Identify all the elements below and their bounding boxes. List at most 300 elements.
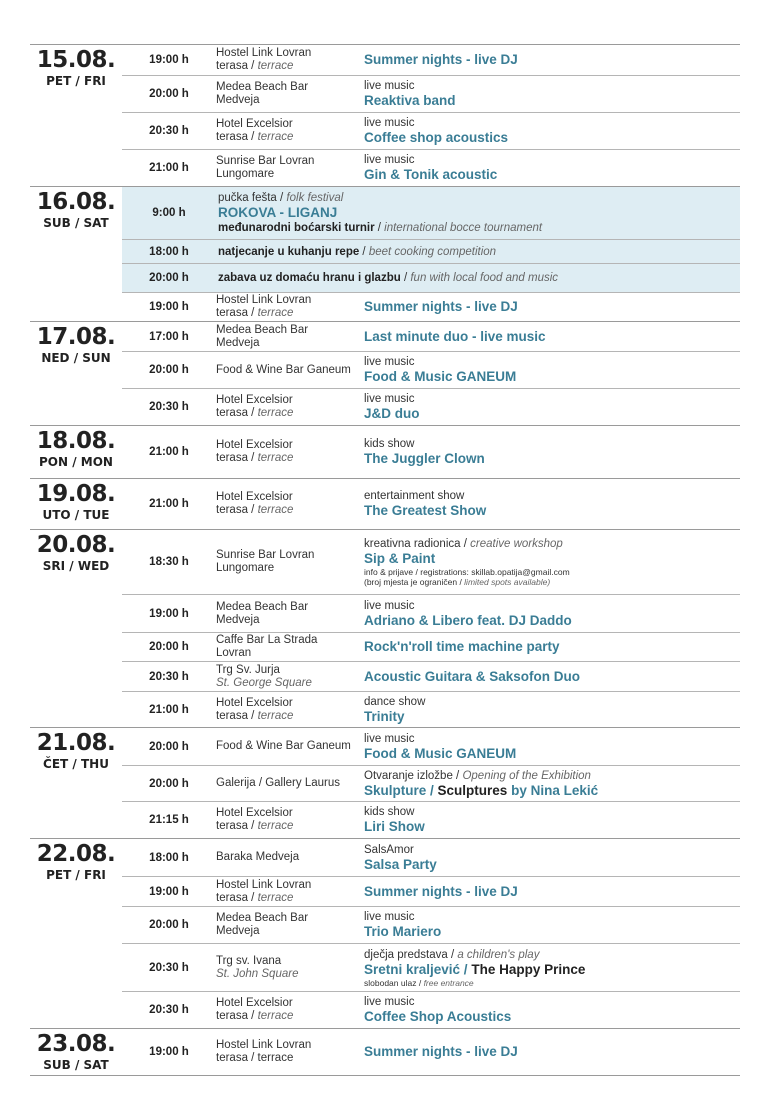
venue-location-en: terrace: [257, 820, 294, 832]
event-details: [364, 52, 740, 68]
event-title: [364, 503, 740, 519]
venue-location: [216, 94, 364, 107]
day-events: [122, 728, 740, 838]
title-main: Trinity: [364, 708, 405, 724]
event-title: [364, 451, 740, 467]
event-title: [364, 52, 740, 68]
title-main: Summer nights - live DJ: [364, 883, 518, 899]
day-name: PET / FRI: [46, 868, 106, 882]
event-time: 20:00 h: [149, 88, 189, 100]
venue-location: terasa / terrace: [216, 820, 294, 832]
venue-location: terasa / terrace: [216, 891, 294, 904]
subtitle-en: international bocce tournament: [384, 222, 543, 234]
title-main: Trio Mariero: [364, 924, 442, 939]
venue-location-hr: terasa: [216, 307, 248, 319]
category-hr: live music: [364, 356, 415, 368]
category-hr: Otvaranje izložbe: [364, 769, 453, 782]
event-time: 20:30 h: [149, 961, 189, 974]
note-hr: slobodan ulaz: [364, 977, 417, 988]
event-time: 20:30 h: [149, 670, 189, 683]
category-en: creative workshop: [470, 538, 563, 550]
event-title: [364, 130, 740, 146]
event-details: [364, 843, 740, 873]
event-venue: [216, 777, 364, 790]
day-events: [122, 1029, 740, 1075]
title-main: Gin & Tonik acoustic: [364, 167, 498, 182]
venue-name: Hotel Excelsior: [216, 439, 293, 451]
event-row: [122, 45, 740, 75]
event-venue: [216, 634, 364, 660]
day-date-cell: [30, 839, 122, 1028]
event-time: 20:00 h: [149, 740, 189, 753]
event-row: [122, 906, 740, 943]
venue-location-en: terrace: [257, 307, 294, 319]
category-en: folk festival: [286, 192, 344, 204]
category-hr: live music: [364, 911, 415, 923]
venue-name: Hotel Excelsior: [216, 807, 293, 819]
title-main: J&D duo: [364, 406, 420, 421]
event-row: [122, 594, 740, 632]
event-details: [364, 329, 740, 345]
event-venue: [216, 294, 364, 320]
event-category: [364, 599, 740, 613]
event-row: [122, 479, 740, 529]
event-details: [364, 299, 740, 315]
day-date-cell: [30, 530, 122, 727]
event-details: [364, 910, 740, 940]
event-category: [364, 843, 740, 857]
venue-location: terasa / terrace: [216, 452, 294, 464]
venue-location-hr: terasa: [216, 60, 248, 72]
category-en: Opening of the Exhibition: [462, 769, 591, 782]
event-details: [216, 191, 740, 235]
event-details: [364, 948, 740, 988]
category-hr: entertainment show: [364, 490, 465, 502]
event-time: 20:00 h: [149, 364, 189, 376]
day-events: [122, 45, 740, 186]
category-hr: pučka fešta: [218, 192, 277, 204]
venue-location-hr: Medveja: [216, 613, 260, 626]
venue-location-hr: Lovran: [216, 647, 252, 659]
event-details: [364, 537, 740, 587]
venue-name: Food & Wine Bar Ganeum: [216, 363, 351, 376]
day-date: 16.08.: [36, 189, 116, 215]
event-time: 19:00 h: [149, 607, 189, 620]
event-details: [364, 884, 740, 900]
venue-name: Hostel Link Lovran: [216, 1039, 312, 1051]
day-name: SUB / SAT: [43, 1058, 109, 1072]
event-title: [364, 1044, 740, 1060]
venue-name: Medea Beach Bar: [216, 81, 309, 93]
title-main: Sip & Paint: [364, 551, 436, 566]
event-row: [122, 75, 740, 112]
venue-location-hr: Lungomare: [216, 168, 275, 180]
title-main: Sretni kraljević /: [364, 961, 468, 977]
venue-name: Galerija / Gallery Laurus: [216, 777, 340, 789]
event-category: [364, 910, 740, 924]
event-row: [122, 943, 740, 991]
event-time: 20:30 h: [149, 1004, 189, 1016]
event-details: [364, 599, 740, 629]
venue-location: terasa / terrace: [216, 307, 294, 319]
day-date: 21.08.: [36, 730, 116, 756]
event-row: [122, 426, 740, 478]
event-time: 20:30 h: [149, 125, 189, 137]
venue-location-hr: Lungomare: [216, 562, 275, 574]
event-details: [364, 805, 740, 835]
title-main: Salsa Party: [364, 856, 437, 872]
day-events: [122, 479, 740, 529]
category-hr: live music: [364, 117, 415, 129]
venue-location: [216, 647, 364, 660]
event-details: [216, 271, 740, 285]
title-main: Food & Music GANEUM: [364, 745, 517, 761]
day-events: [122, 426, 740, 478]
event-category: [364, 392, 740, 406]
event-time: 20:00 h: [149, 272, 189, 284]
event-details: [364, 489, 740, 519]
category-hr: live music: [364, 599, 415, 612]
venue-location-en: terrace: [257, 891, 294, 904]
day-name: PON / MON: [39, 455, 113, 469]
event-venue: [216, 740, 364, 753]
venue-location: terasa / terrace: [216, 407, 294, 419]
event-venue: [216, 155, 364, 181]
event-time: 20:00 h: [149, 641, 189, 653]
subtitle-hr: zabava uz domaću hranu i glazbu: [218, 272, 401, 284]
day-block: [30, 425, 740, 478]
event-venue: [216, 1039, 364, 1065]
category-en: a children's play: [457, 948, 540, 961]
event-row: [122, 661, 740, 691]
event-title: [364, 962, 740, 978]
day-name: NED / SUN: [41, 351, 111, 365]
venue-name: Hostel Link Lovran: [216, 878, 312, 891]
event-category: [364, 116, 740, 130]
title-main: The Juggler Clown: [364, 451, 485, 466]
event-row: [122, 839, 740, 876]
event-category: [364, 995, 740, 1009]
venue-location-hr: terasa: [216, 131, 248, 143]
title-main: Coffee shop acoustics: [364, 130, 509, 145]
event-venue: [216, 549, 364, 575]
event-title: [364, 369, 740, 385]
event-category: pučka fešta / folk festival: [218, 192, 344, 204]
event-title: [364, 329, 740, 345]
day-date-cell: [30, 1029, 122, 1075]
event-title: [364, 884, 740, 900]
venue-name: Hostel Link Lovran: [216, 294, 312, 306]
event-time: 19:00 h: [149, 301, 189, 313]
venue-location-hr: Medveja: [216, 336, 260, 349]
title-main: Last minute duo - live music: [364, 328, 546, 344]
event-title: [364, 406, 740, 422]
title-main: Food & Music GANEUM: [364, 369, 517, 384]
event-details: [364, 639, 740, 655]
title-main: Summer nights - live DJ: [364, 299, 518, 314]
category-hr: SalsAmor: [364, 843, 414, 856]
event-title: [364, 93, 740, 109]
event-category: [364, 437, 740, 451]
subtitle-hr: natjecanje u kuhanju repe: [218, 245, 360, 258]
event-title: [364, 299, 740, 315]
event-details: [364, 116, 740, 146]
event-category: Otvaranje izložbe / Opening of the Exhibition: [364, 769, 591, 782]
event-time: 19:00 h: [149, 1046, 189, 1058]
venue-location-hr: terasa: [216, 452, 248, 464]
day-name: UTO / TUE: [42, 508, 110, 522]
category-hr: live music: [364, 393, 415, 405]
title-main: Summer nights - live DJ: [364, 1044, 518, 1059]
event-title: [364, 819, 740, 835]
venue-location-en: terrace: [257, 709, 294, 722]
day-block: [30, 1028, 740, 1075]
event-category: kreativna radionica / creative workshop: [364, 538, 563, 550]
event-venue: [216, 955, 364, 981]
event-details: [216, 245, 740, 259]
event-venue: [216, 664, 364, 690]
event-row: [122, 187, 740, 239]
day-name: PET / FRI: [46, 74, 106, 88]
venue-location-en: St. George Square: [216, 676, 312, 689]
venue-name: Hotel Excelsior: [216, 491, 293, 503]
day-date-cell: [30, 45, 122, 186]
title-main: Acoustic Guitara & Saksofon Duo: [364, 668, 581, 684]
event-category: [364, 732, 740, 746]
title-main: Adriano & Libero feat. DJ Daddo: [364, 612, 572, 628]
day-date-cell: [30, 728, 122, 838]
venue-name: Trg Sv. Jurja: [216, 663, 280, 676]
venue-location: [216, 337, 364, 350]
event-details: [364, 695, 740, 725]
event-venue: [216, 439, 364, 465]
venue-name: Food & Wine Bar Ganeum: [216, 740, 351, 752]
day-name: SRI / WED: [42, 559, 110, 573]
category-hr: kids show: [364, 438, 415, 450]
venue-name: Medea Beach Bar: [216, 323, 309, 336]
category-hr: dance show: [364, 695, 426, 708]
day-date: 15.08.: [36, 47, 116, 73]
event-details: [364, 995, 740, 1025]
category-hr: live music: [364, 996, 415, 1008]
event-time: 21:00 h: [149, 498, 189, 510]
day-block: [30, 529, 740, 727]
event-row: [122, 263, 740, 292]
event-venue: [216, 324, 364, 350]
event-venue: [216, 394, 364, 420]
event-details: [364, 769, 740, 799]
event-time: 20:00 h: [149, 919, 189, 931]
day-block: [30, 478, 740, 529]
event-venue: [216, 364, 364, 377]
event-title: [364, 167, 740, 183]
event-row: [122, 292, 740, 321]
venue-location: [216, 562, 364, 575]
venue-location-en: terrace: [257, 1010, 294, 1022]
note-hr: info & prijave: [364, 567, 414, 577]
venue-name: Hotel Excelsior: [216, 394, 293, 406]
venue-name: Hotel Excelsior: [216, 997, 293, 1009]
event-time: 20:30 h: [149, 401, 189, 413]
event-title: [364, 639, 740, 655]
event-time: 18:30 h: [149, 556, 189, 568]
event-time: 18:00 h: [149, 851, 189, 864]
day-date: 20.08.: [36, 532, 116, 558]
day-date: 18.08.: [36, 428, 116, 454]
event-venue: [216, 601, 364, 627]
event-venue: [216, 997, 364, 1023]
title-main: The Greatest Show: [364, 503, 487, 518]
venue-name: Trg sv. Ivana: [216, 954, 282, 967]
day-date-cell: [30, 479, 122, 529]
day-events: [122, 187, 740, 321]
category-hr: live music: [364, 80, 415, 92]
day-name: ČET / THU: [43, 757, 109, 771]
subtitle-en: fun with local food and music: [410, 272, 559, 284]
title-main: Rock'n'roll time machine party: [364, 639, 560, 654]
category-hr: dječja predstava: [364, 948, 448, 961]
venue-name: Baraka Medveja: [216, 851, 300, 863]
venue-location-en: terrace: [257, 131, 294, 143]
event-time: 17:00 h: [149, 330, 189, 343]
title-main: Skulpture /: [364, 782, 434, 798]
event-row: [122, 691, 740, 727]
event-details: [364, 437, 740, 467]
event-subtitle: međunarodni boćarski turnir / international bocce tournament: [218, 222, 543, 234]
day-block: [30, 727, 740, 838]
event-details: [364, 355, 740, 385]
venue-location-hr: Medveja: [216, 925, 260, 937]
event-category: [364, 695, 740, 709]
event-details: [364, 732, 740, 762]
venue-name: Hotel Excelsior: [216, 696, 293, 709]
day-block: [30, 44, 740, 186]
category-hr: live music: [364, 732, 415, 745]
event-time: 21:15 h: [149, 814, 189, 826]
event-title: ROKOVA - LIGANJ: [218, 205, 338, 220]
event-venue: [216, 81, 364, 107]
venue-location-hr: terasa: [216, 820, 248, 832]
day-date-cell: [30, 426, 122, 478]
day-date-cell: [30, 322, 122, 425]
venue-location-en: St. John Square: [216, 967, 299, 980]
event-category: [364, 79, 740, 93]
event-subtitle: zabava uz domaću hranu i glazbu / fun with local food and music: [218, 272, 559, 284]
day-date: 17.08.: [36, 324, 116, 350]
note-hr: (broj mjesta je ograničen: [364, 577, 458, 587]
venue-name: Medea Beach Bar: [216, 600, 309, 613]
subtitle-hr: međunarodni boćarski turnir: [218, 222, 375, 234]
venue-name: Sunrise Bar Lovran: [216, 549, 315, 561]
event-note: (broj mjesta je ograničen / limited spots available): [364, 577, 551, 587]
event-row: [122, 728, 740, 765]
venue-location: [216, 614, 364, 627]
event-row: [122, 876, 740, 906]
event-row: [122, 801, 740, 838]
event-row: [122, 530, 740, 594]
venue-location: [216, 168, 364, 181]
event-note: slobodan ulaz / free entrance: [364, 977, 474, 988]
note-en: registrations: skillab.opatija@gmail.com: [420, 567, 570, 577]
venue-location-en: terrace: [257, 504, 294, 516]
category-hr: kreativna radionica: [364, 538, 461, 550]
venue-name: Hotel Excelsior: [216, 118, 293, 130]
venue-location-hr: terasa: [216, 407, 248, 419]
event-time: 20:00 h: [149, 777, 189, 790]
event-time: 19:00 h: [149, 54, 189, 66]
event-time: 9:00 h: [152, 207, 186, 219]
day-events: [122, 322, 740, 425]
event-time: 21:00 h: [149, 703, 189, 716]
event-category: dječja predstava / a children's play: [364, 948, 540, 961]
event-row: [122, 149, 740, 186]
event-venue: [216, 491, 364, 517]
day-date-cell: [30, 187, 122, 321]
title-main: Reaktiva band: [364, 93, 456, 108]
event-time: 21:00 h: [149, 446, 189, 458]
venue-location-en: terrace: [257, 407, 294, 419]
event-row: [122, 388, 740, 425]
venue-location-hr: terasa: [216, 891, 248, 904]
event-details: [364, 669, 740, 685]
venue-location: terasa / terrace: [216, 1052, 294, 1064]
title-main: Liri Show: [364, 819, 425, 834]
subtitle-en: beet cooking competition: [368, 245, 497, 258]
event-note: info & prijave / registrations: skillab.opatija@gmail.com: [364, 567, 570, 577]
day-date: 22.08.: [36, 841, 116, 867]
day-name: SUB / SAT: [43, 216, 109, 230]
event-details: [364, 153, 740, 183]
venue-location: [216, 925, 364, 938]
event-title: [364, 613, 740, 629]
venue-location: terasa / terrace: [216, 131, 294, 143]
category-hr: kids show: [364, 806, 415, 818]
title-main: Coffee Shop Acoustics: [364, 1009, 512, 1024]
title-main: Summer nights - live DJ: [364, 52, 518, 67]
venue-name: Medea Beach Bar: [216, 912, 309, 924]
event-title: [364, 709, 740, 725]
event-category: [364, 805, 740, 819]
note-en: free entrance: [423, 977, 474, 988]
venue-name: Caffe Bar La Strada: [216, 634, 318, 646]
event-title: [364, 669, 740, 685]
event-title: [364, 1009, 740, 1025]
day-events: [122, 839, 740, 1028]
day-date: 19.08.: [36, 481, 116, 507]
event-row: [122, 351, 740, 388]
event-title: [364, 551, 740, 567]
event-category: [364, 153, 740, 167]
event-row: [122, 239, 740, 263]
event-title: [364, 746, 740, 762]
event-row: [122, 1029, 740, 1075]
venue-name: Hostel Link Lovran: [216, 47, 312, 59]
venue-location-hr: Medveja: [216, 94, 260, 106]
event-row: [122, 632, 740, 661]
event-venue: [216, 697, 364, 723]
venue-location: terasa / terrace: [216, 1010, 294, 1022]
event-title: [364, 924, 740, 940]
venue-location-hr: terasa: [216, 504, 248, 516]
venue-location-hr: terasa: [216, 709, 248, 722]
event-schedule: [30, 44, 740, 1075]
event-subtitle: natjecanje u kuhanju repe / beet cooking competition: [218, 245, 497, 258]
event-details: [364, 1044, 740, 1060]
event-venue: [216, 807, 364, 833]
day-block: [30, 838, 740, 1028]
venue-location: terasa / terrace: [216, 60, 294, 72]
title-author: by Nina Lekić: [511, 782, 599, 798]
